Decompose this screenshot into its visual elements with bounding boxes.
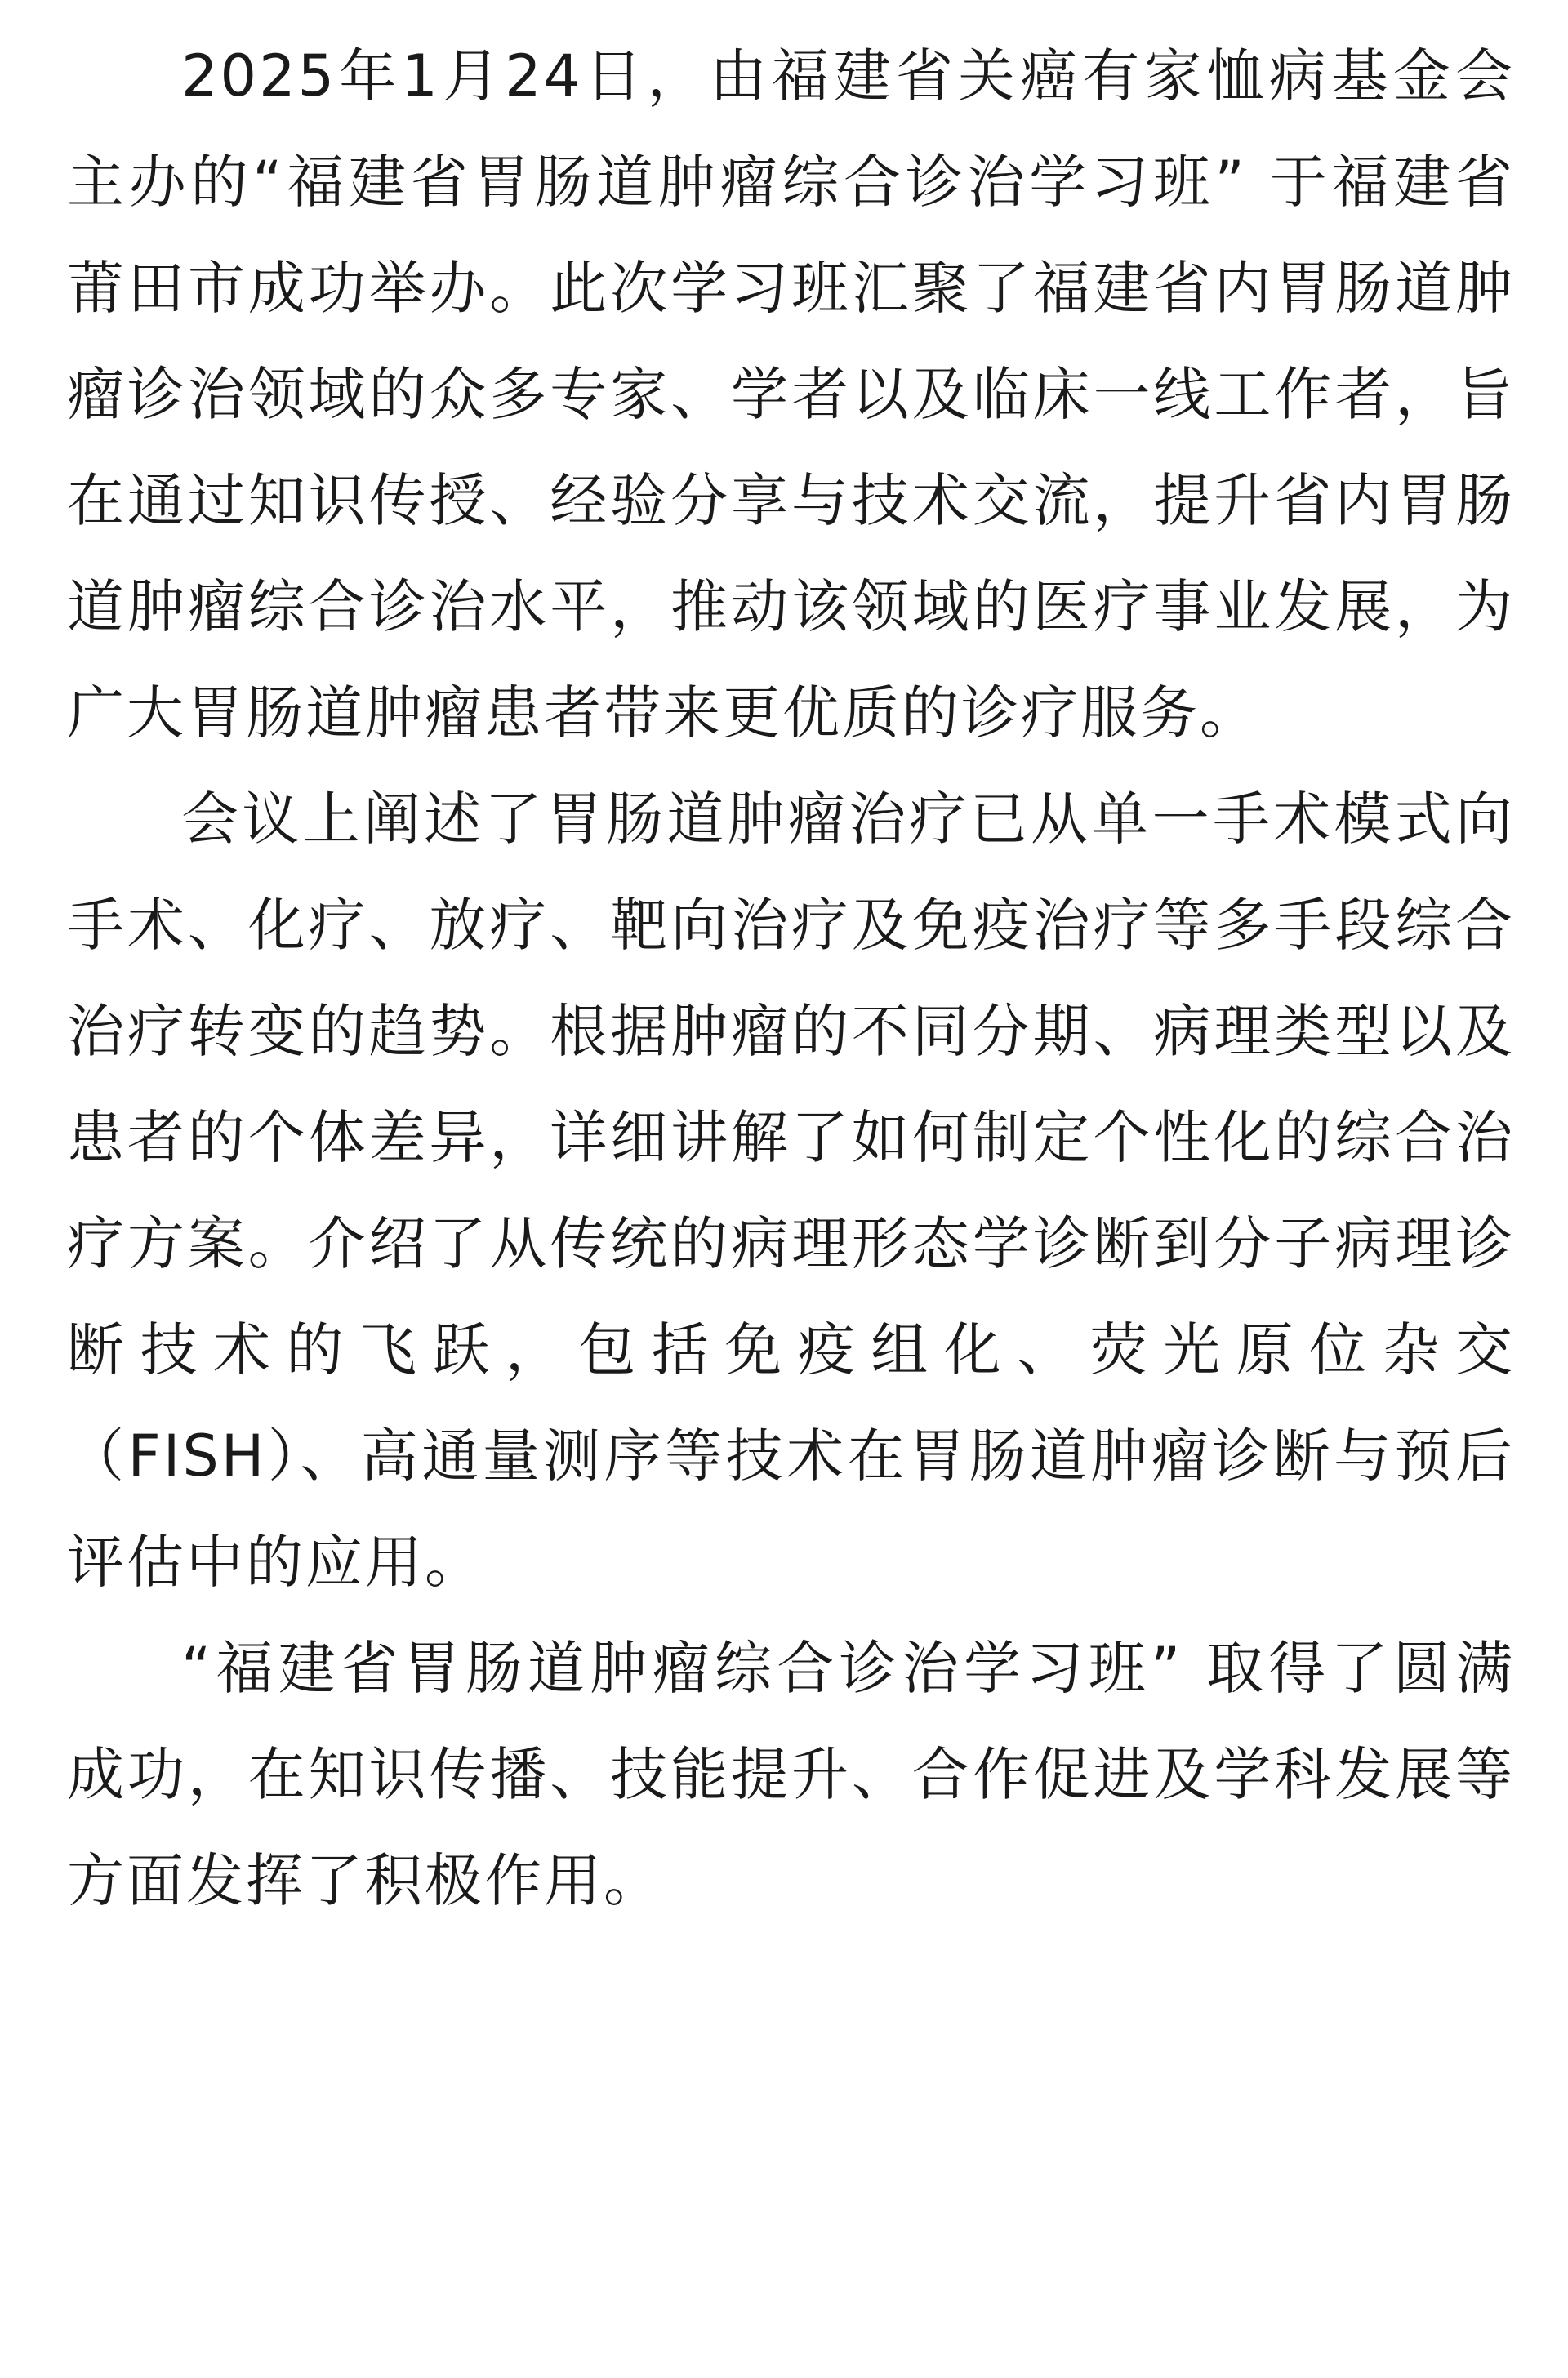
paragraph-meeting-content: 会议上阐述了胃肠道肿瘤治疗已从单一手术模式向手术、化疗、放疗、靶向治疗及免疫治疗等多手段综合治疗转变的趋势。根据肿瘤的不同分期、病理类型以及患者的个体差异，详细讲解了如何制定个性化的综合治疗方案。介绍了从传统的病理形态学诊断到分子病理诊断技术的飞跃，包括免疫组化、荧光原位杂交（FISH）、高通量测序等技术在胃肠道肿瘤诊断与预后评估中的应用。: [67, 786, 1515, 1596]
paragraph-conclusion: “福建省胃肠道肿瘤综合诊治学习班” 取得了圆满成功，在知识传播、技能提升、合作促进及学科发展等方面发挥了积极作用。: [67, 1635, 1515, 1914]
paragraph-intro: 2025年1月24日，由福建省关癌有家恤病基金会主办的“福建省胃肠道肿瘤综合诊治学习班” 于福建省莆田市成功举办。此次学习班汇聚了福建省内胃肠道肿瘤诊治领域的众多专家、学者以及临床一线工作者，旨在通过知识传授、经验分享与技术交流，提升省内胃肠道肿瘤综合诊治水平，推动该领域的医疗事业发展，为广大胃肠道肿瘤患者带来更优质的诊疗服务。: [67, 42, 1515, 746]
article-body: [67, 23, 1515, 1934]
